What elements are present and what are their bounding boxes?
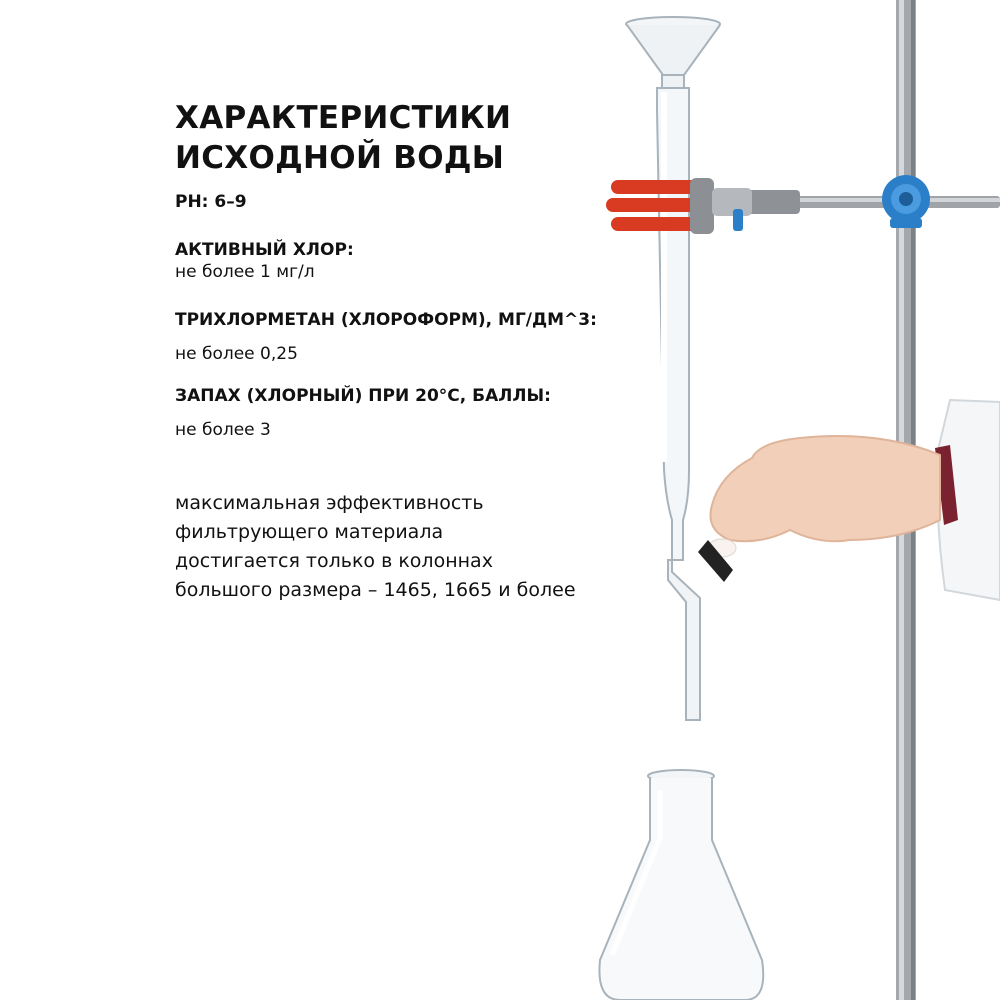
trichloromethane-section (175, 309, 655, 365)
active-chlorine-value: не более 1 мг/л (175, 262, 315, 282)
trichloromethane-value: не более 0,25 (175, 344, 298, 364)
ph-value: PH: 6–9 (175, 192, 247, 212)
lab-coat-sleeve-icon (935, 400, 1000, 600)
page-title (175, 98, 655, 178)
boss-head-icon (882, 175, 930, 228)
active-chlorine-label: АКТИВНЫЙ ХЛОР: (175, 240, 354, 260)
odor-section (175, 385, 655, 441)
title-line-1: ХАРАКТЕРИСТИКИ (175, 100, 512, 136)
active-chlorine-section (175, 239, 655, 283)
odor-value: не более 3 (175, 420, 271, 440)
glass-funnel-icon (626, 17, 720, 89)
erlenmeyer-flask-icon (599, 770, 763, 1000)
water-characteristics-panel (175, 98, 655, 605)
note-line-2: фильтрующего материала (175, 521, 444, 543)
efficiency-note (175, 489, 655, 605)
note-line-1: максимальная эффективность (175, 492, 484, 514)
title-line-2: ИСХОДНОЙ ВОДЫ (175, 140, 505, 176)
odor-label: ЗАПАХ (ХЛОРНЫЙ) ПРИ 20°С, БАЛЛЫ: (175, 386, 551, 406)
note-line-4: большого размера – 1465, 1665 и более (175, 579, 576, 601)
note-line-3: достигается только в колоннах (175, 550, 493, 572)
trichloromethane-label: ТРИХЛОРМЕТАН (ХЛОРОФОРМ), МГ/ДМ^3: (175, 310, 597, 330)
